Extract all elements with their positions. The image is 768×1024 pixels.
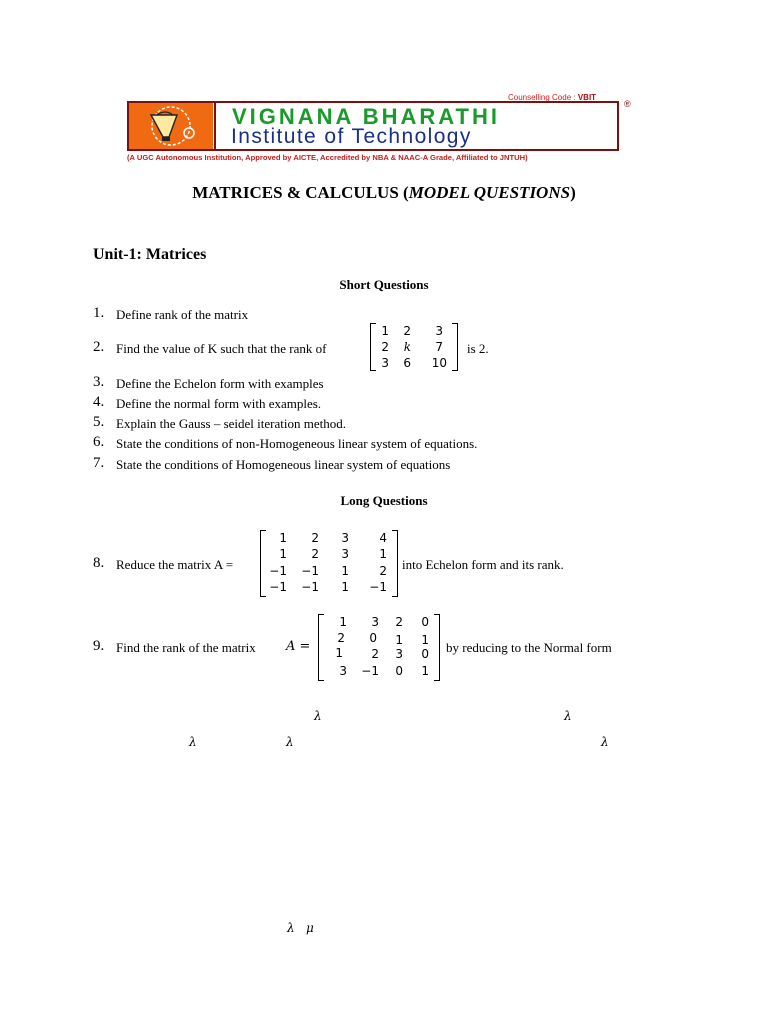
question-text: State the conditions of non-Homogeneous linear system of equations. <box>116 436 478 451</box>
matrix-cell: 2 <box>371 647 379 661</box>
matrix-cell: 1 <box>335 646 343 660</box>
document-title: MATRICES & CALCULUS (MODEL QUESTIONS) <box>192 183 576 202</box>
lambda-mu-symbols: λ μ <box>287 921 314 935</box>
matrix-cell: 3 <box>395 647 403 661</box>
question-text-suffix: is 2. <box>467 341 489 356</box>
question-number: 6. <box>93 434 105 450</box>
question-text: Reduce the matrix A = <box>116 557 234 572</box>
matrix-lhs: A = <box>286 639 311 654</box>
matrix-cell: 3 <box>435 324 443 338</box>
matrix-cell: k <box>403 340 411 354</box>
question-text-suffix: into Echelon form and its rank. <box>402 557 564 572</box>
matrix-cell: 0 <box>421 615 429 629</box>
matrix-cell: 1 <box>421 633 429 647</box>
question-number: 2. <box>93 339 105 355</box>
logo-subtitle: Institute of Technology <box>231 125 472 148</box>
lambda-symbol: λ <box>601 735 609 749</box>
matrix-cell: 0 <box>421 647 429 661</box>
question-text: Find the value of K such that the rank of <box>116 341 327 356</box>
matrix-cell: 3 <box>341 531 349 545</box>
matrix-q8 <box>260 530 398 597</box>
lambda-symbol: λ <box>564 709 572 723</box>
matrix-cell: −1 <box>361 664 379 678</box>
matrix-cell: 1 <box>395 633 403 647</box>
matrix-cell: 2 <box>311 531 319 545</box>
matrix-cell: 0 <box>369 631 377 645</box>
unit-heading: Unit-1: Matrices <box>93 246 207 263</box>
matrix-cell: −1 <box>301 580 319 594</box>
question-number: 7. <box>93 455 105 471</box>
matrix-cell: 6 <box>403 356 411 370</box>
matrix-cell: 0 <box>395 664 403 678</box>
question-text: Explain the Gauss – seidel iteration method. <box>116 416 346 431</box>
matrix-cell: 2 <box>381 340 389 354</box>
lambda-symbol: λ <box>189 735 197 749</box>
counselling-code-value: VBIT <box>577 93 597 102</box>
matrix-cell: 1 <box>379 547 387 561</box>
title-italic: MODEL QUESTIONS <box>408 183 571 202</box>
institute-emblem-icon <box>129 103 213 149</box>
matrix-cell: 3 <box>339 664 347 678</box>
matrix-cell: 1 <box>421 664 429 678</box>
matrix-cell: 2 <box>379 564 387 578</box>
question-number: 3. <box>93 374 105 390</box>
matrix-q2 <box>370 323 458 371</box>
matrix-cell: 1 <box>279 547 287 561</box>
question-text: Find the rank of the matrix <box>116 640 256 655</box>
logo-divider <box>214 103 216 149</box>
matrix-cell: 1 <box>279 531 287 545</box>
matrix-cell: −1 <box>269 580 287 594</box>
question-number: 9. <box>93 638 105 654</box>
matrix-cell: −1 <box>269 564 287 578</box>
institute-tagline: (A UGC Autonomous Institution, Approved by AICTE, Accredited by NBA & NAAC-A Grade, Affiliated to JNTUH) <box>127 153 528 162</box>
matrix-cell: 7 <box>435 340 443 354</box>
registered-mark: ® <box>624 99 631 109</box>
lambda-symbol: λ <box>314 709 322 723</box>
question-number: 1. <box>93 305 105 321</box>
matrix-cell: 1 <box>341 580 349 594</box>
matrix-cell: 2 <box>403 324 411 338</box>
matrix-cell: 2 <box>311 547 319 561</box>
counselling-code-label: Counselling Code : <box>508 93 576 102</box>
logo-title: VIGNANA BHARATHI <box>232 104 500 129</box>
matrix-cell: 3 <box>341 547 349 561</box>
short-questions-heading: Short Questions <box>339 277 429 292</box>
matrix-cell: 2 <box>395 615 403 629</box>
matrix-cell: 4 <box>379 531 387 545</box>
lambda-symbol: λ <box>286 735 294 749</box>
long-questions-heading: Long Questions <box>340 493 428 508</box>
matrix-cell: 3 <box>381 356 389 370</box>
matrix-cell: 1 <box>341 564 349 578</box>
question-text: State the conditions of Homogeneous linear system of equations <box>116 457 451 472</box>
question-number: 8. <box>93 555 105 571</box>
question-text: Define rank of the matrix <box>116 307 249 322</box>
question-number: 5. <box>93 414 105 430</box>
matrix-cell: 2 <box>337 631 345 645</box>
matrix-cell: 1 <box>339 615 347 629</box>
matrix-cell: 1 <box>381 324 389 338</box>
matrix-cell: −1 <box>301 564 319 578</box>
question-text-suffix: by reducing to the Normal form <box>446 640 612 655</box>
question-number: 4. <box>93 394 105 410</box>
matrix-cell: 10 <box>431 356 447 370</box>
matrix-q9 <box>318 614 440 681</box>
matrix-cell: −1 <box>369 580 387 594</box>
matrix-cell: 3 <box>371 615 379 629</box>
question-text: Define the normal form with examples. <box>116 396 322 411</box>
question-text: Define the Echelon form with examples <box>116 376 324 391</box>
